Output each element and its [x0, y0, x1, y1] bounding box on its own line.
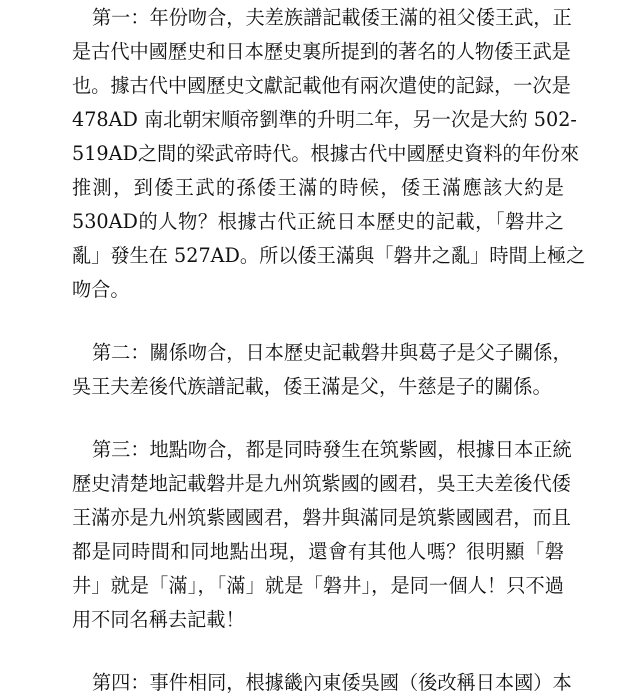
text-line: 都是同時間和同地點出現，還會有其他人嗎？很明顯「磐 — [72, 540, 564, 563]
text-line: 519AD之間的梁武帝時代。根據古代中國歷史資料的年份來 — [72, 142, 580, 165]
text-line: 478AD 南北朝宋順帝劉準的升明二年，另一次是大約 502- — [72, 108, 577, 131]
text-line: 第四：事件相同，根據畿內東倭吳國（後改稱日本國）本 — [92, 671, 572, 694]
text-line: 530AD的人物？根據古代正統日本歷史的記載，「磐井之 — [72, 210, 564, 233]
text-line: 也。據古代中國歷史文獻記載他有兩次遣使的記録，一次是 — [72, 74, 571, 97]
text-line: 吻合。 — [72, 278, 130, 301]
text-line: 第三：地點吻合，都是同時發生在筑紫國，根據日本正統 — [92, 438, 572, 461]
paragraph-4 — [72, 666, 572, 700]
paragraph-2 — [72, 336, 572, 404]
text-line: 吳王夫差後代族譜記載，倭王滿是父，牛慈是子的關係。 — [72, 375, 552, 398]
text-line: 用不同名稱去記載！ — [72, 608, 245, 631]
text-line: 井」就是「滿」，「滿」就是「磐井」，是同一個人！只不過 — [72, 574, 564, 597]
paragraph-gap — [72, 404, 564, 433]
document-body — [72, 0, 586, 700]
paragraph-gap — [72, 637, 564, 666]
paragraph-3 — [72, 433, 572, 637]
text-line: 亂」發生在 527AD。所以倭王滿與「磐井之亂」時間上極之 — [72, 244, 586, 267]
paragraph-gap — [72, 307, 564, 336]
text-line: 第一：年份吻合，夫差族譜記載倭王滿的祖父倭王武，正 — [92, 6, 572, 29]
text-line: 是古代中國歷史和日本歷史裏所提到的著名的人物倭王武是 — [72, 40, 571, 63]
text-line: 王滿亦是九州筑紫國國君，磐井與滿同是筑紫國國君，而且 — [72, 506, 571, 529]
text-line: 歷史清楚地記載磐井是九州筑紫國的國君，吳王夫差後代倭 — [72, 472, 571, 495]
text-line: 第二：關係吻合，日本歷史記載磐井與葛子是父子關係， — [92, 341, 572, 364]
paragraph-1 — [72, 1, 586, 307]
text-line: 推測，到倭王武的孫倭王滿的時候，倭王滿應該大約是 — [72, 176, 564, 199]
